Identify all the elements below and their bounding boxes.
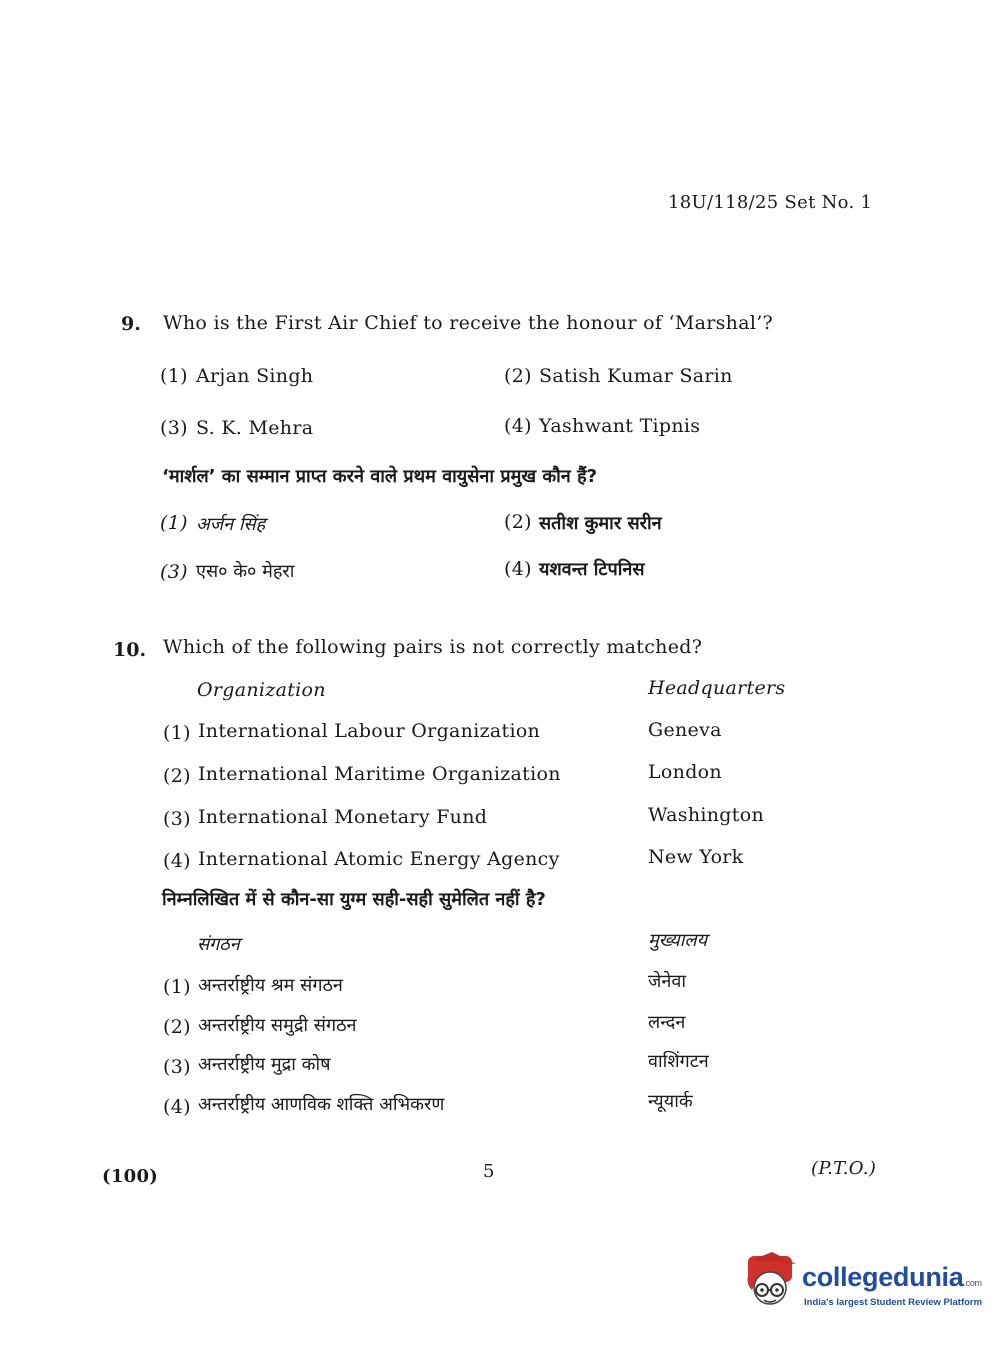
footer-marks: (100) (102, 1166, 159, 1187)
row-num: (2) (163, 765, 191, 787)
row-num: (2) (163, 1016, 191, 1038)
row-organization: International Atomic Energy Agency (198, 848, 560, 870)
question-text-en: Who is the First Air Chief to receive the honour of ‘Marshal’? (163, 312, 774, 334)
column-header-organization-hi: संगठन (197, 934, 240, 955)
row-organization: अन्तर्राष्ट्रीय समुद्री संगठन (198, 1015, 357, 1036)
option-num: (2) (504, 511, 532, 533)
row-num: (3) (163, 808, 191, 830)
row-organization: अन्तर्राष्ट्रीय मुद्रा कोष (198, 1054, 331, 1075)
row-num: (4) (163, 850, 191, 872)
collegedunia-logo[interactable] (742, 1250, 983, 1320)
brand-tagline: India's largest Student Review Platform (804, 1297, 983, 1308)
option-num: (4) (504, 558, 532, 580)
option-text: S. K. Mehra (196, 417, 314, 439)
option-text: सतीश कुमार सरीन (539, 513, 662, 534)
option-num: (1) (160, 512, 188, 534)
pto-label: (P.T.O.) (811, 1158, 877, 1179)
row-organization: अन्तर्राष्ट्रीय आणविक शक्ति अभिकरण (198, 1094, 445, 1115)
column-header-headquarters-hi: मुख्यालय (648, 930, 708, 951)
option-num: (3) (160, 417, 188, 439)
row-headquarters: Geneva (648, 719, 722, 741)
question-text-hi: निम्नलिखित में से कौन-सा युग्म सही-सही सुमेलित नहीं है? (162, 889, 546, 910)
option-num: (1) (160, 365, 188, 387)
question-number: 10. (113, 639, 147, 661)
row-organization: International Monetary Fund (198, 806, 488, 828)
question-text-en: Which of the following pairs is not correctly matched? (163, 636, 703, 658)
row-num: (3) (163, 1056, 191, 1078)
row-headquarters: वाशिंगटन (648, 1051, 709, 1072)
column-header-organization: Organization (197, 679, 326, 701)
option-text: Satish Kumar Sarin (539, 365, 733, 387)
row-organization: International Maritime Organization (198, 763, 561, 785)
option-num: (3) (160, 561, 188, 583)
row-headquarters: जेनेवा (648, 971, 687, 992)
question-number: 9. (121, 313, 141, 335)
column-header-headquarters: Headquarters (648, 677, 786, 699)
mascot-icon (742, 1250, 800, 1312)
row-headquarters: लन्दन (648, 1012, 686, 1033)
row-num: (4) (163, 1096, 191, 1118)
option-num: (2) (504, 365, 532, 387)
brand-name: collegedunia (802, 1262, 964, 1292)
row-headquarters: New York (648, 846, 744, 868)
row-organization: अन्तर्राष्ट्रीय श्रम संगठन (198, 975, 343, 996)
option-text: अर्जन सिंह (196, 514, 266, 535)
option-text: Arjan Singh (196, 365, 314, 387)
row-organization: International Labour Organization (198, 720, 541, 742)
row-headquarters: न्यूयार्क (648, 1091, 693, 1112)
option-text: यशवन्त टिपनिस (539, 559, 645, 580)
option-text: एस० के० मेहरा (196, 561, 295, 582)
brand-suffix: .com (963, 1278, 982, 1288)
option-text: Yashwant Tipnis (539, 415, 701, 437)
row-num: (1) (163, 722, 191, 744)
page-number: 5 (483, 1161, 495, 1182)
row-num: (1) (163, 976, 191, 998)
row-headquarters: London (648, 761, 722, 783)
row-headquarters: Washington (648, 804, 764, 826)
question-text-hi: ‘मार्शल’ का सम्मान प्राप्त करने वाले प्रथम वायुसेना प्रमुख कौन हैं? (162, 466, 598, 487)
option-num: (4) (504, 415, 532, 437)
paper-code: 18U/118/25 Set No. 1 (668, 192, 873, 213)
